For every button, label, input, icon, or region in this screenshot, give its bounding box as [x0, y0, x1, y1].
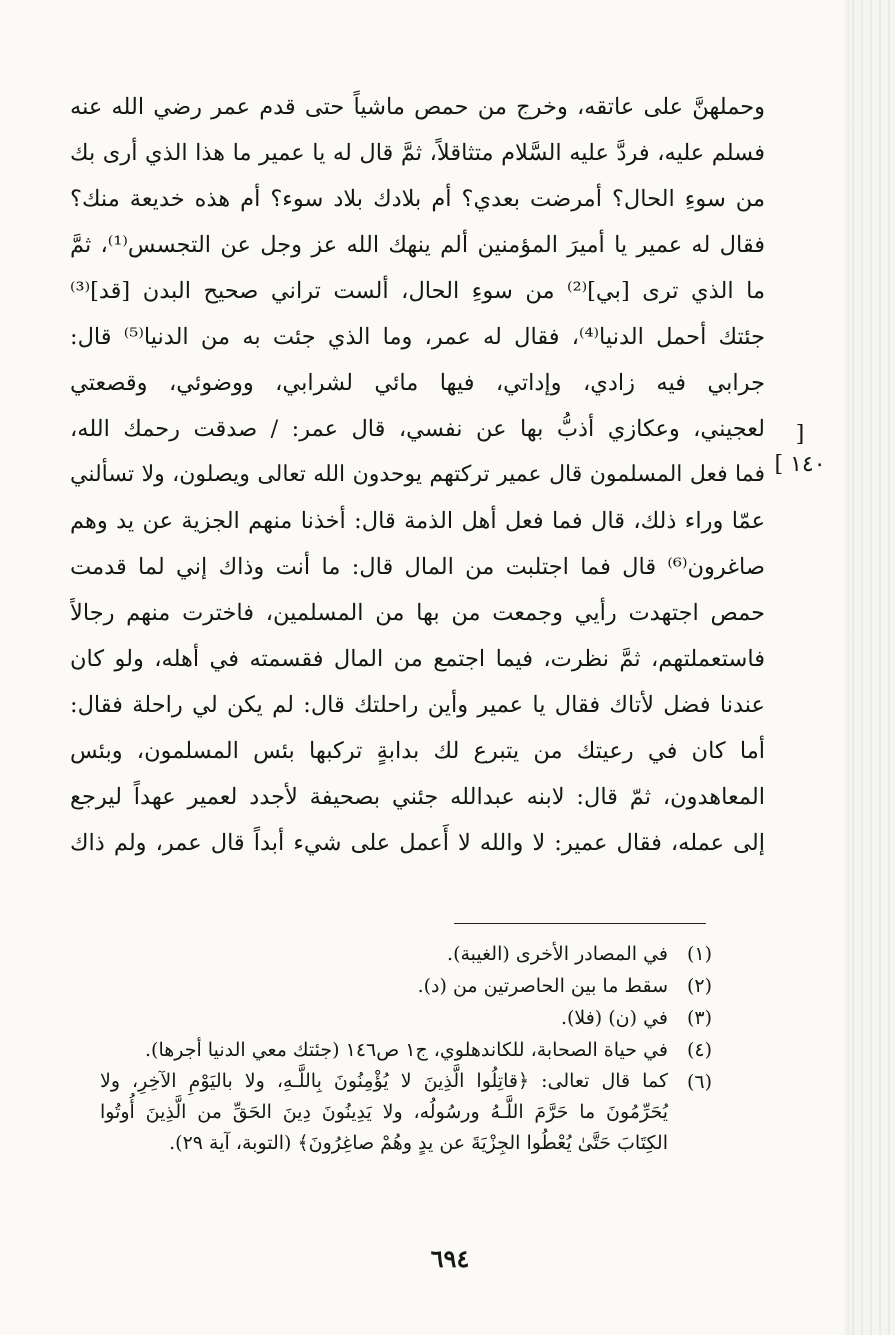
footnote-separator	[454, 923, 706, 924]
text-line: عندنا فضل لأتاك فقال يا عمير وأين راحلتك قال: لم يكن لي راحلة فقال:	[70, 692, 765, 718]
text-line: من سوءِ الحال؟ أمرضت بعدي؟ أم بلادك بلاد سوء؟ أم هذه خديعة منك؟	[70, 186, 765, 212]
text-line: صاغرون⁽⁶⁾ قال فما اجتلبت من المال قال: ما أنت وذاك إني لما قدمت	[70, 554, 765, 580]
binding-edge	[849, 0, 895, 1335]
text-line: لعجيني، وعكازي أذبُّ بها عن نفسي، قال عمر: / صدقت رحمك الله،	[70, 416, 765, 442]
text-line: حمص اجتهدت رأيي وجمعت من بها من المسلمين، فاخترت منهم رجالاً	[70, 600, 765, 626]
text-line: إلى عمله، فقال عمير: لا والله لا أَعمل على شيء أبداً قال عمر، ولم ذاك	[70, 830, 765, 856]
text-line: جئتك أحمل الدنيا⁽⁴⁾، فقال له عمر، وما الذي جئت به من الدنيا⁽⁵⁾ قال:	[70, 324, 765, 350]
text-line: فما فعل المسلمون قال عمير تركتهم يوحدون الله تعالى ويصلون، ولا تسألني	[70, 462, 765, 487]
text-line: فقال له عمير يا أميرَ المؤمنين ألم ينهك الله عز وجل عن التجسس⁽¹⁾، ثمَّ	[70, 232, 765, 258]
footnote	[100, 1066, 712, 1159]
text-line: فاستعملتهم، ثمَّ نظرت، فيما اجتمع من المال فقسمته في أهله، ولو كان	[70, 646, 765, 672]
footnote-text: في حياة الصحابة، للكاندهلوي، ج١ ص١٤٦ (جئتك معي الدنيا أجرها).	[145, 1039, 668, 1061]
text-line: عمّا وراء ذلك، قال فما فعل أهل الذمة قال: أخذنا منهم الجزية عن يد وهم	[70, 508, 765, 534]
footnote-text: في المصادر الأخرى (الغيبة).	[447, 943, 668, 965]
footnote-number: (١)	[686, 943, 712, 965]
footnote	[100, 938, 712, 970]
footnote-number: (٣)	[686, 1007, 712, 1029]
footnote	[100, 1002, 712, 1034]
footnote	[100, 970, 712, 1002]
text-line: المعاهدون، ثمّ قال: لابنه عبدالله جئني بصحيفة لأجدد لعمير عهداً ليرجع	[70, 784, 765, 810]
footnote-text: سقط ما بين الحاصرتين من (د).	[417, 975, 668, 997]
footnote	[100, 1034, 712, 1066]
text-line: أما كان في رعيتك من يتبرع لك بدابةٍ تركبها بئس المسلمون، وبئس	[70, 738, 765, 764]
footnotes	[100, 938, 712, 1159]
margin-page-reference: [ ١٤٠ ]	[774, 422, 826, 477]
footnote-number: (٤)	[686, 1039, 712, 1061]
footnote-text: كما قال تعالى: ﴿قاتِلُوا الَّذِينَ لا يُؤْمِنُونَ بِاللَّـهِ، ولا باليَوْمِ الآخِرِ، ولا يُحَرِّمُونَ ما حَرَّمَ اللَّـهُ ورسُولُه، ولا يَدِينُونَ دِينَ الحَقِّ من الَّذِينَ أُوتُوا الكِتَابَ حَتَّىٰ يُعْطُوا الجِزْيَةَ عن يدٍ وهُمْ صاغِرُونَ﴾ (التوبة، آية ٢٩).	[100, 1070, 668, 1154]
footnote-text: في (ن) (فلا).	[560, 1007, 668, 1029]
footnote-number: (٢)	[686, 975, 712, 997]
text-line: وحملهنَّ على عاتقه، وخرج من حمص ماشياً حتى قدم عمر رضي الله عنه	[70, 94, 765, 120]
text-line: فسلم عليه، فردَّ عليه السَّلام متثاقلاً، ثمَّ قال له يا عمير ما هذا الذي أرى بك	[70, 140, 765, 166]
text-line: جرابي فيه زادي، وإداتي، فيها مائي لشرابي، ووضوئي، وقصعتي	[70, 370, 765, 396]
text-line: ما الذي ترى [بي]⁽²⁾ من سوءِ الحال، ألست تراني صحيح البدن [قد]⁽³⁾	[70, 278, 765, 304]
footnote-number: (٦)	[686, 1071, 712, 1093]
main-text	[70, 84, 765, 866]
page-number: ٦٩٤	[430, 1244, 470, 1273]
